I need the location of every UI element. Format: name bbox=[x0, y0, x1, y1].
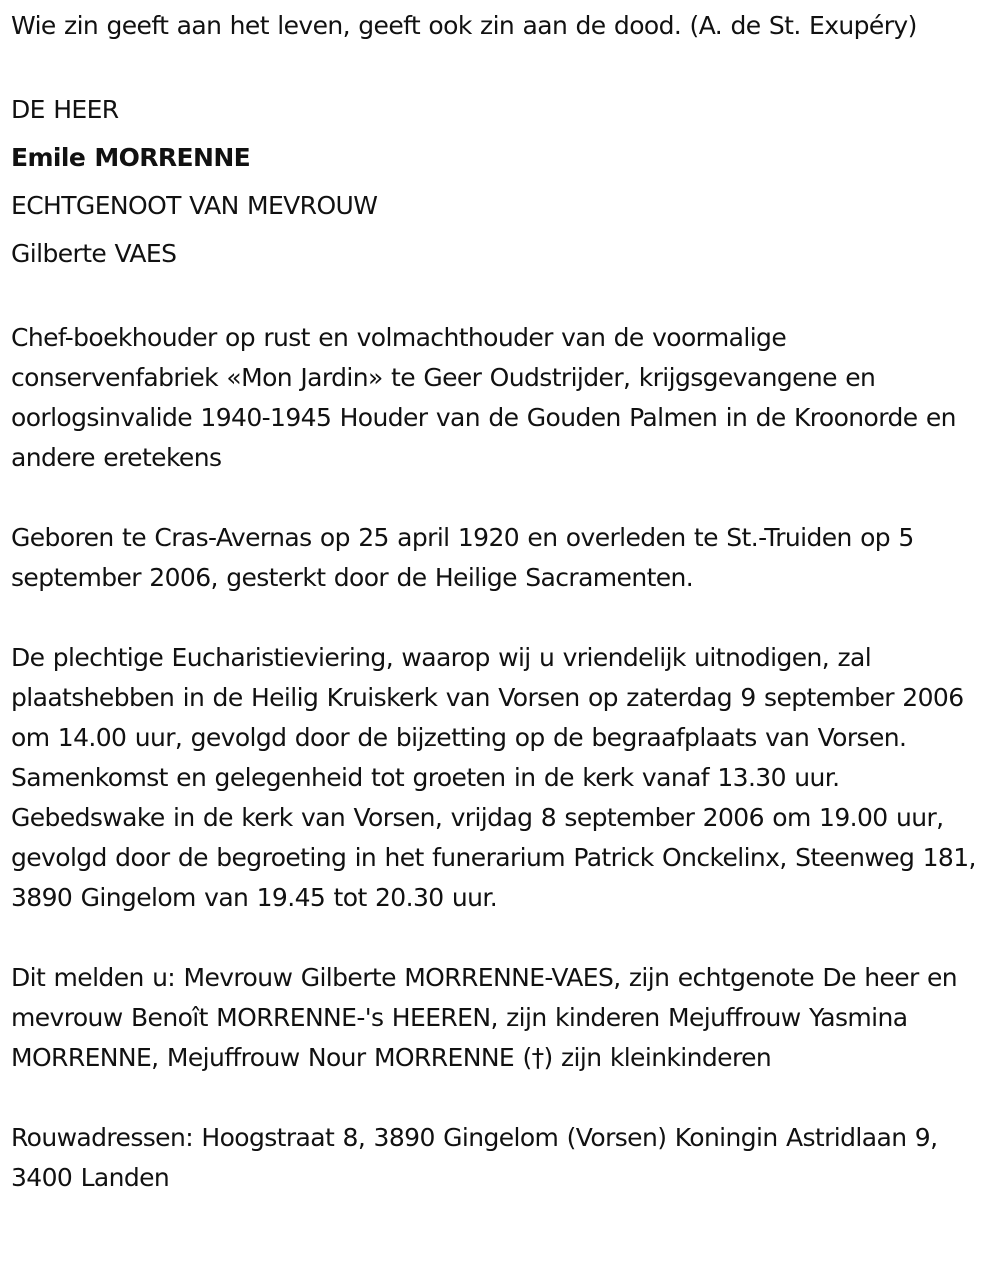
honorific-title: DE HEER bbox=[11, 95, 119, 124]
opening-quote: Wie zin geeft aan het leven, geeft ook zin aan de dood. (A. de St. Exupéry) bbox=[11, 11, 917, 40]
deceased-header bbox=[11, 86, 989, 278]
announcers-paragraph: Dit melden u: Mevrouw Gilberte MORRENNE-VAES, zijn echtgenote De heer en mevrouw Benoît MORRENNE-'s HEEREN, zijn kinderen Mejuffrouw Yasmina MORRENNE, Mejuffrouw Nour MORRENNE (†) zijn kleinkinderen bbox=[11, 963, 958, 1072]
spouse-name: Gilberte VAES bbox=[11, 239, 177, 268]
ceremony-paragraph: De plechtige Eucharistieviering, waarop wij u vriendelijk uitnodigen, zal plaatshebben in de Heilig Kruiskerk van Vorsen op zaterdag 9 september 2006 om 14.00 uur, gevolgd door de bijzetting op de begraafplaats van Vorsen. Samenkomst en gelegenheid tot groeten in de kerk vanaf 13.30 uur. Gebedswake in de kerk van Vorsen, vrijdag 8 september 2006 om 19.00 uur, gevolgd door de begroeting in het funerarium Patrick Onckelinx, Steenweg 181, 3890 Gingelom van 19.45 tot 20.30 uur. bbox=[11, 643, 976, 912]
career-paragraph: Chef-boekhouder op rust en volmachthouder van de voormalige conservenfabriek «Mon Jardin» te Geer Oudstrijder, krijgsgevangene en oorlogsinvalide 1940-1945 Houder van de Gouden Palmen in de Kroonorde en andere eretekens bbox=[11, 323, 956, 472]
deceased-name: Emile MORRENNE bbox=[11, 143, 251, 172]
addresses-paragraph: Rouwadressen: Hoogstraat 8, 3890 Gingelom (Vorsen) Koningin Astridlaan 9, 3400 Landen bbox=[11, 1123, 938, 1192]
birth-death-paragraph: Geboren te Cras-Avernas op 25 april 1920 en overleden te St.-Truiden op 5 september 2006, gesterkt door de Heilige Sacramenten. bbox=[11, 523, 914, 592]
relation-label: ECHTGENOOT VAN MEVROUW bbox=[11, 191, 378, 220]
